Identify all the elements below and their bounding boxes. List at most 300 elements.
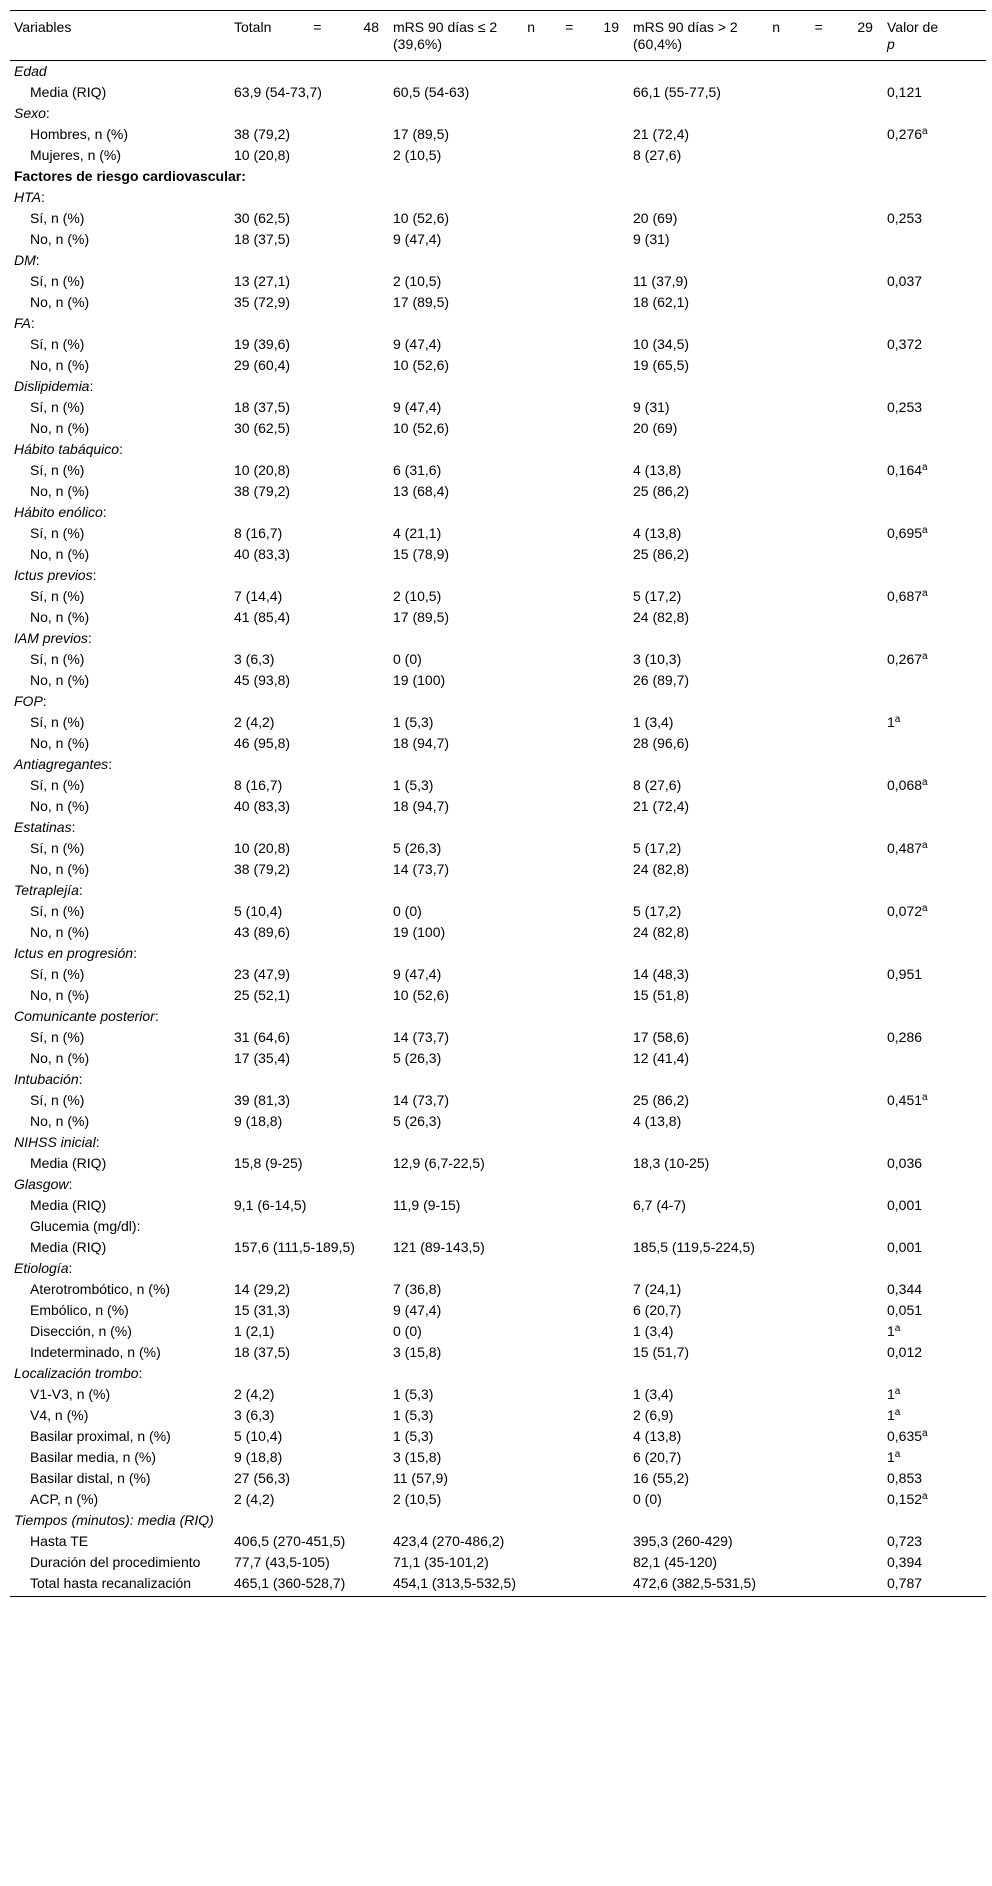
results-table <box>10 10 986 1597</box>
cell-mrs-good: 17 (89,5) <box>393 126 450 142</box>
cell-mrs-good: 19 (100) <box>393 924 446 940</box>
cell-total: 38 (79,2) <box>234 483 291 499</box>
cell-mrs-good: 1 (5,3) <box>393 1386 434 1402</box>
row-label: No, n (%) <box>30 1050 90 1066</box>
section-label: Edad <box>14 63 47 79</box>
cell-mrs-poor: 24 (82,8) <box>633 924 690 940</box>
cell-p-value <box>883 292 986 313</box>
cell-mrs-good: 3 (15,8) <box>393 1344 442 1360</box>
footnote-marker: a <box>922 651 928 662</box>
cell-p-value <box>883 1216 986 1237</box>
table-row <box>10 1426 986 1447</box>
section-label: Hábito enólico: <box>14 504 107 520</box>
section-label: Ictus previos: <box>14 567 97 583</box>
cell-total: 41 (85,4) <box>234 609 291 625</box>
cell-mrs-good: 0 (0) <box>393 651 422 667</box>
cell-mrs-good: 7 (36,8) <box>393 1281 442 1297</box>
cell-total: 465,1 (360-528,7) <box>230 1573 389 1597</box>
cell-mrs-good: 9 (47,4) <box>393 1302 442 1318</box>
cell-p-value: 0,394 <box>887 1554 923 1570</box>
cell-total: 1 (2,1) <box>234 1323 275 1339</box>
cell-mrs-poor: 4 (13,8) <box>633 1113 682 1129</box>
cell-mrs-good: 1 (5,3) <box>393 714 434 730</box>
footnote-marker: a <box>922 840 928 851</box>
cell-mrs-good: 121 (89-143,5) <box>393 1239 485 1255</box>
cell-p-value: 0,253 <box>887 210 923 226</box>
cell-mrs-good: 14 (73,7) <box>393 1029 450 1045</box>
cell-p-value: 0,001 <box>887 1197 923 1213</box>
row-label: ACP, n (%) <box>30 1491 99 1507</box>
row-label: Basilar proximal, n (%) <box>30 1428 171 1444</box>
cell-p-value: 0,853 <box>887 1470 923 1486</box>
row-label: Hasta TE <box>30 1533 89 1549</box>
section-row <box>10 166 986 187</box>
table-row <box>10 796 986 817</box>
footnote-marker: a <box>922 126 928 137</box>
cell-total: 43 (89,6) <box>234 924 291 940</box>
cell-total: 9 (18,8) <box>234 1449 283 1465</box>
footnote-marker: a <box>922 588 928 599</box>
cell-total: 18 (37,5) <box>234 399 291 415</box>
cell-p-value: 0,152$^a$ <box>887 1491 928 1507</box>
cell-total: 23 (47,9) <box>234 966 291 982</box>
section-label: Ictus en progresión: <box>14 945 137 961</box>
footnote-marker: a <box>894 1407 901 1418</box>
footnote-marker: a <box>922 903 928 914</box>
cell-mrs-good: 71,1 (35-101,2) <box>393 1554 489 1570</box>
table-row <box>10 1384 986 1405</box>
table-row <box>10 334 986 355</box>
row-label: No, n (%) <box>30 735 90 751</box>
row-label: Media (RIQ) <box>30 1239 107 1255</box>
cell-p-value <box>883 229 986 250</box>
row-label: No, n (%) <box>30 231 90 247</box>
table-row <box>10 1447 986 1468</box>
cell-mrs-good: 5 (26,3) <box>393 840 442 856</box>
table-row <box>10 1405 986 1426</box>
cell-mrs-poor: 15 (51,8) <box>633 987 690 1003</box>
section-row <box>10 61 986 83</box>
table-row <box>10 1300 986 1321</box>
cell-mrs-good: 1 (5,3) <box>393 1407 434 1423</box>
cell-total: 9,1 (6-14,5) <box>234 1197 307 1213</box>
section-label: Glasgow: <box>14 1176 73 1192</box>
cell-mrs-poor: 82,1 (45-120) <box>633 1554 718 1570</box>
footnote-marker: a <box>894 1449 901 1460</box>
section-row <box>10 565 986 586</box>
footnote-marker: a <box>922 1092 928 1103</box>
footnote-marker: a <box>894 1323 901 1334</box>
cell-mrs-poor: 5 (17,2) <box>633 588 682 604</box>
table-row <box>10 985 986 1006</box>
cell-p-value: 0,072$^a$ <box>887 903 928 919</box>
row-label: Indeterminado, n (%) <box>30 1344 161 1360</box>
cell-p-value: 0,787 <box>883 1573 986 1597</box>
cell-p-value <box>883 859 986 880</box>
row-label: Media (RIQ) <box>30 1155 107 1171</box>
cell-total: 10 (20,8) <box>234 462 291 478</box>
cell-p-value: 0,001 <box>887 1239 923 1255</box>
cell-p-value <box>883 985 986 1006</box>
cell-mrs-poor: 7 (24,1) <box>633 1281 682 1297</box>
table-row <box>10 775 986 796</box>
cell-mrs-poor: 10 (34,5) <box>633 336 690 352</box>
cell-total: 14 (29,2) <box>234 1281 291 1297</box>
row-label: Sí, n (%) <box>30 588 85 604</box>
table-row <box>10 670 986 691</box>
table-row <box>10 145 986 166</box>
cell-mrs-poor: 19 (65,5) <box>633 357 690 373</box>
cell-p-value: 0,164$^a$ <box>887 462 928 478</box>
cell-mrs-good: 60,5 (54-63) <box>393 84 470 100</box>
table-row <box>10 1279 986 1300</box>
cell-p-value: 0,267$^a$ <box>887 651 928 667</box>
table-row <box>10 1090 986 1111</box>
cell-p-value: 0,037 <box>887 273 923 289</box>
table-row <box>10 523 986 544</box>
cell-p-value <box>883 145 986 166</box>
cell-p-value: 0,487$^a$ <box>887 840 928 856</box>
cell-mrs-poor: 25 (86,2) <box>633 483 690 499</box>
cell-total: 5 (10,4) <box>234 1428 283 1444</box>
section-label: IAM previos: <box>14 630 92 646</box>
table-row <box>10 838 986 859</box>
cell-p-value <box>883 922 986 943</box>
row-label: No, n (%) <box>30 861 90 877</box>
section-row <box>10 187 986 208</box>
cell-p-value: 0,723 <box>887 1533 923 1549</box>
cell-mrs-poor: 16 (55,2) <box>633 1470 690 1486</box>
table-row <box>10 607 986 628</box>
cell-total: 31 (64,6) <box>234 1029 291 1045</box>
cell-p-value: 0,695$^a$ <box>887 525 928 541</box>
section-label: Dislipidemia: <box>14 378 94 394</box>
cell-mrs-poor: 4 (13,8) <box>633 525 682 541</box>
cell-mrs-poor: 1 (3,4) <box>633 714 674 730</box>
section-label: Factores de riesgo cardiovascular: <box>14 168 246 184</box>
section-row <box>10 1363 986 1384</box>
section-row <box>10 439 986 460</box>
row-label: No, n (%) <box>30 924 90 940</box>
table-row <box>10 1111 986 1132</box>
cell-mrs-poor: 8 (27,6) <box>633 147 682 163</box>
cell-mrs-good: 6 (31,6) <box>393 462 442 478</box>
cell-total: 5 (10,4) <box>234 903 283 919</box>
table-row <box>10 460 986 481</box>
cell-mrs-good: 2 (10,5) <box>393 1491 442 1507</box>
cell-total: 3 (6,3) <box>234 651 275 667</box>
cell-mrs-good <box>389 1216 629 1237</box>
table-row <box>10 712 986 733</box>
cell-mrs-poor: 6,7 (4-7) <box>633 1197 686 1213</box>
cell-mrs-good: 1 (5,3) <box>393 1428 434 1444</box>
section-row <box>10 1258 986 1279</box>
cell-total: 406,5 (270-451,5) <box>234 1533 346 1549</box>
section-row <box>10 1174 986 1195</box>
table-row <box>10 355 986 376</box>
cell-total: 18 (37,5) <box>234 1344 291 1360</box>
cell-total: 8 (16,7) <box>234 777 283 793</box>
cell-mrs-poor: 1 (3,4) <box>633 1386 674 1402</box>
cell-mrs-good: 2 (10,5) <box>393 273 442 289</box>
cell-mrs-poor: 0 (0) <box>633 1491 662 1507</box>
row-label: No, n (%) <box>30 357 90 373</box>
cell-p-value: 0,253 <box>887 399 923 415</box>
cell-mrs-good: 17 (89,5) <box>393 294 450 310</box>
table-row <box>10 229 986 250</box>
section-row <box>10 250 986 271</box>
cell-p-value: 0,121 <box>887 84 923 100</box>
section-row <box>10 754 986 775</box>
footnote-marker: a <box>894 714 901 725</box>
cell-mrs-good: 14 (73,7) <box>393 861 450 877</box>
footnote-marker: a <box>894 1386 901 1397</box>
cell-mrs-poor: 5 (17,2) <box>633 903 682 919</box>
row-label: No, n (%) <box>30 294 90 310</box>
table-row <box>10 964 986 985</box>
cell-p-value: 1$^a$ <box>887 714 901 730</box>
table-row <box>10 1321 986 1342</box>
header-total: Totaln = 48 <box>234 19 379 35</box>
section-label: FA: <box>14 315 35 331</box>
row-label: Sí, n (%) <box>30 840 85 856</box>
cell-p-value <box>883 607 986 628</box>
cell-mrs-poor: 4 (13,8) <box>633 1428 682 1444</box>
cell-total: 15,8 (9-25) <box>234 1155 303 1171</box>
row-label: Aterotrombótico, n (%) <box>30 1281 171 1297</box>
row-label: Sí, n (%) <box>30 525 85 541</box>
cell-p-value <box>883 670 986 691</box>
row-label: No, n (%) <box>30 483 90 499</box>
table-row <box>10 859 986 880</box>
section-label: Comunicante posterior: <box>14 1008 159 1024</box>
cell-total: 7 (14,4) <box>234 588 283 604</box>
cell-mrs-good: 18 (94,7) <box>393 735 450 751</box>
section-row <box>10 943 986 964</box>
section-label: Intubación: <box>14 1071 83 1087</box>
header-mrs-poor: mRS 90 días > 2 n = 29 (60,4%) <box>633 19 873 52</box>
footnote-marker: a <box>922 525 928 536</box>
cell-mrs-poor: 25 (86,2) <box>633 1092 690 1108</box>
row-label: Basilar distal, n (%) <box>30 1470 151 1486</box>
row-label: Sí, n (%) <box>30 651 85 667</box>
row-label: Media (RIQ) <box>30 1197 107 1213</box>
cell-mrs-good: 9 (47,4) <box>393 231 442 247</box>
table-row <box>10 1468 986 1489</box>
cell-mrs-poor: 472,6 (382,5-531,5) <box>629 1573 883 1597</box>
section-row <box>10 376 986 397</box>
cell-mrs-good: 9 (47,4) <box>393 399 442 415</box>
cell-total: 40 (83,3) <box>234 546 291 562</box>
section-row <box>10 103 986 124</box>
cell-p-value <box>883 733 986 754</box>
row-label: V4, n (%) <box>30 1407 89 1423</box>
cell-mrs-poor: 11 (37,9) <box>633 273 688 289</box>
row-label: No, n (%) <box>30 672 90 688</box>
row-label: Sí, n (%) <box>30 1092 85 1108</box>
table-row <box>10 1531 986 1552</box>
cell-mrs-poor: 21 (72,4) <box>633 126 690 142</box>
row-label: Duración del procedimiento <box>30 1554 201 1570</box>
row-label: Sí, n (%) <box>30 399 85 415</box>
section-label: Antiagregantes: <box>14 756 113 772</box>
row-label: No, n (%) <box>30 420 90 436</box>
cell-total: 27 (56,3) <box>234 1470 291 1486</box>
section-label: Hábito tabáquico: <box>14 441 123 457</box>
cell-total: 17 (35,4) <box>234 1050 291 1066</box>
footnote-marker: a <box>922 777 928 788</box>
section-label: NIHSS inicial: <box>14 1134 100 1150</box>
cell-p-value: 1$^a$ <box>887 1407 901 1423</box>
cell-mrs-good: 2 (10,5) <box>393 588 442 604</box>
table-row <box>10 397 986 418</box>
header-mrs-good: mRS 90 días ≤ 2 n = 19 (39,6%) <box>393 19 619 52</box>
cell-total: 45 (93,8) <box>234 672 291 688</box>
row-label: Sí, n (%) <box>30 903 85 919</box>
cell-total: 9 (18,8) <box>234 1113 283 1129</box>
row-label: Media (RIQ) <box>30 84 107 100</box>
cell-mrs-poor: 6 (20,7) <box>633 1302 682 1318</box>
cell-mrs-good: 19 (100) <box>393 672 446 688</box>
cell-p-value: 0,951 <box>887 966 923 982</box>
table-body <box>10 61 986 1597</box>
cell-mrs-poor: 4 (13,8) <box>633 462 682 478</box>
cell-p-value: 0,036 <box>887 1155 923 1171</box>
row-label: No, n (%) <box>30 987 90 1003</box>
cell-p-value: 0,344 <box>887 1281 923 1297</box>
section-row <box>10 880 986 901</box>
row-label: Hombres, n (%) <box>30 126 129 142</box>
cell-mrs-poor: 3 (10,3) <box>633 651 682 667</box>
cell-mrs-poor: 24 (82,8) <box>633 609 690 625</box>
cell-total: 38 (79,2) <box>234 126 291 142</box>
section-row <box>10 628 986 649</box>
cell-total: 19 (39,6) <box>234 336 291 352</box>
table-row <box>10 1027 986 1048</box>
cell-mrs-poor: 20 (69) <box>633 210 678 226</box>
header-variables: Variables <box>14 19 72 35</box>
section-row <box>10 1510 986 1531</box>
cell-total: 10 (20,8) <box>234 840 291 856</box>
cell-mrs-poor <box>629 1216 883 1237</box>
row-label: Basilar media, n (%) <box>30 1449 157 1465</box>
table-row <box>10 1342 986 1363</box>
cell-total: 46 (95,8) <box>234 735 291 751</box>
cell-mrs-poor: 6 (20,7) <box>633 1449 682 1465</box>
cell-mrs-poor: 14 (48,3) <box>633 966 690 982</box>
cell-p-value: 0,687$^a$ <box>887 588 928 604</box>
table-row <box>10 208 986 229</box>
row-label: Sí, n (%) <box>30 462 85 478</box>
table-row <box>10 1573 986 1597</box>
cell-mrs-poor: 12 (41,4) <box>633 1050 690 1066</box>
table-row <box>10 418 986 439</box>
footnote-marker: a <box>922 1491 928 1502</box>
section-label: Etiología: <box>14 1260 73 1276</box>
table-row <box>10 922 986 943</box>
cell-p-value <box>883 1111 986 1132</box>
cell-mrs-good: 10 (52,6) <box>393 210 450 226</box>
cell-p-value <box>883 418 986 439</box>
table-row <box>10 1489 986 1510</box>
cell-total: 38 (79,2) <box>234 861 291 877</box>
table-row <box>10 1195 986 1216</box>
cell-mrs-poor: 17 (58,6) <box>633 1029 690 1045</box>
header-p-value: Valor de p <box>887 19 939 52</box>
section-label: Tiempos (minutos): media (RIQ) <box>14 1512 214 1528</box>
cell-total: 40 (83,3) <box>234 798 291 814</box>
cell-total: 35 (72,9) <box>234 294 291 310</box>
row-label: V1-V3, n (%) <box>30 1386 111 1402</box>
section-row <box>10 313 986 334</box>
cell-mrs-good: 12,9 (6,7-22,5) <box>393 1155 485 1171</box>
cell-p-value: 1$^a$ <box>887 1323 901 1339</box>
cell-total: 3 (6,3) <box>234 1407 275 1423</box>
footnote-marker: a <box>922 1428 928 1439</box>
cell-p-value: 0,451$^a$ <box>887 1092 928 1108</box>
table-row <box>10 649 986 670</box>
cell-total: 30 (62,5) <box>234 420 291 436</box>
table-row <box>10 1552 986 1573</box>
cell-mrs-good: 5 (26,3) <box>393 1050 442 1066</box>
row-label: Sí, n (%) <box>30 336 85 352</box>
cell-mrs-poor: 18 (62,1) <box>633 294 690 310</box>
cell-p-value: 0,635$^a$ <box>887 1428 928 1444</box>
cell-mrs-good: 5 (26,3) <box>393 1113 442 1129</box>
cell-p-value: 0,286 <box>887 1029 923 1045</box>
cell-mrs-good: 10 (52,6) <box>393 987 450 1003</box>
cell-mrs-poor: 28 (96,6) <box>633 735 690 751</box>
cell-mrs-poor: 9 (31) <box>633 231 670 247</box>
table-row <box>10 481 986 502</box>
cell-total: 13 (27,1) <box>234 273 291 289</box>
table-row <box>10 124 986 145</box>
table-row <box>10 586 986 607</box>
table-row <box>10 1153 986 1174</box>
cell-total: 2 (4,2) <box>234 714 275 730</box>
cell-total: 30 (62,5) <box>234 210 291 226</box>
cell-mrs-poor: 18,3 (10-25) <box>633 1155 710 1171</box>
row-label: Sí, n (%) <box>30 714 85 730</box>
cell-mrs-good: 11,9 (9-15) <box>393 1197 461 1213</box>
cell-p-value: 1$^a$ <box>887 1449 901 1465</box>
cell-total: 10 (20,8) <box>234 147 291 163</box>
cell-mrs-good: 17 (89,5) <box>393 609 450 625</box>
table-row <box>10 544 986 565</box>
cell-mrs-poor: 24 (82,8) <box>633 861 690 877</box>
table-row <box>10 82 986 103</box>
cell-total <box>230 1216 389 1237</box>
section-label: Tetraplejía: <box>14 882 83 898</box>
section-label: DM: <box>14 252 40 268</box>
cell-p-value <box>883 796 986 817</box>
row-label: Mujeres, n (%) <box>30 147 122 163</box>
cell-mrs-good: 15 (78,9) <box>393 546 450 562</box>
cell-mrs-poor: 8 (27,6) <box>633 777 682 793</box>
table-row <box>10 901 986 922</box>
cell-mrs-poor: 395,3 (260-429) <box>633 1533 733 1549</box>
section-label: FOP: <box>14 693 47 709</box>
cell-total: 29 (60,4) <box>234 357 291 373</box>
cell-p-value: 0,372 <box>887 336 923 352</box>
cell-total: 157,6 (111,5-189,5) <box>234 1239 355 1255</box>
cell-total: 15 (31,3) <box>234 1302 291 1318</box>
section-row <box>10 691 986 712</box>
cell-mrs-good: 4 (21,1) <box>393 525 442 541</box>
section-row <box>10 1006 986 1027</box>
row-label: No, n (%) <box>30 546 90 562</box>
cell-mrs-good: 1 (5,3) <box>393 777 434 793</box>
